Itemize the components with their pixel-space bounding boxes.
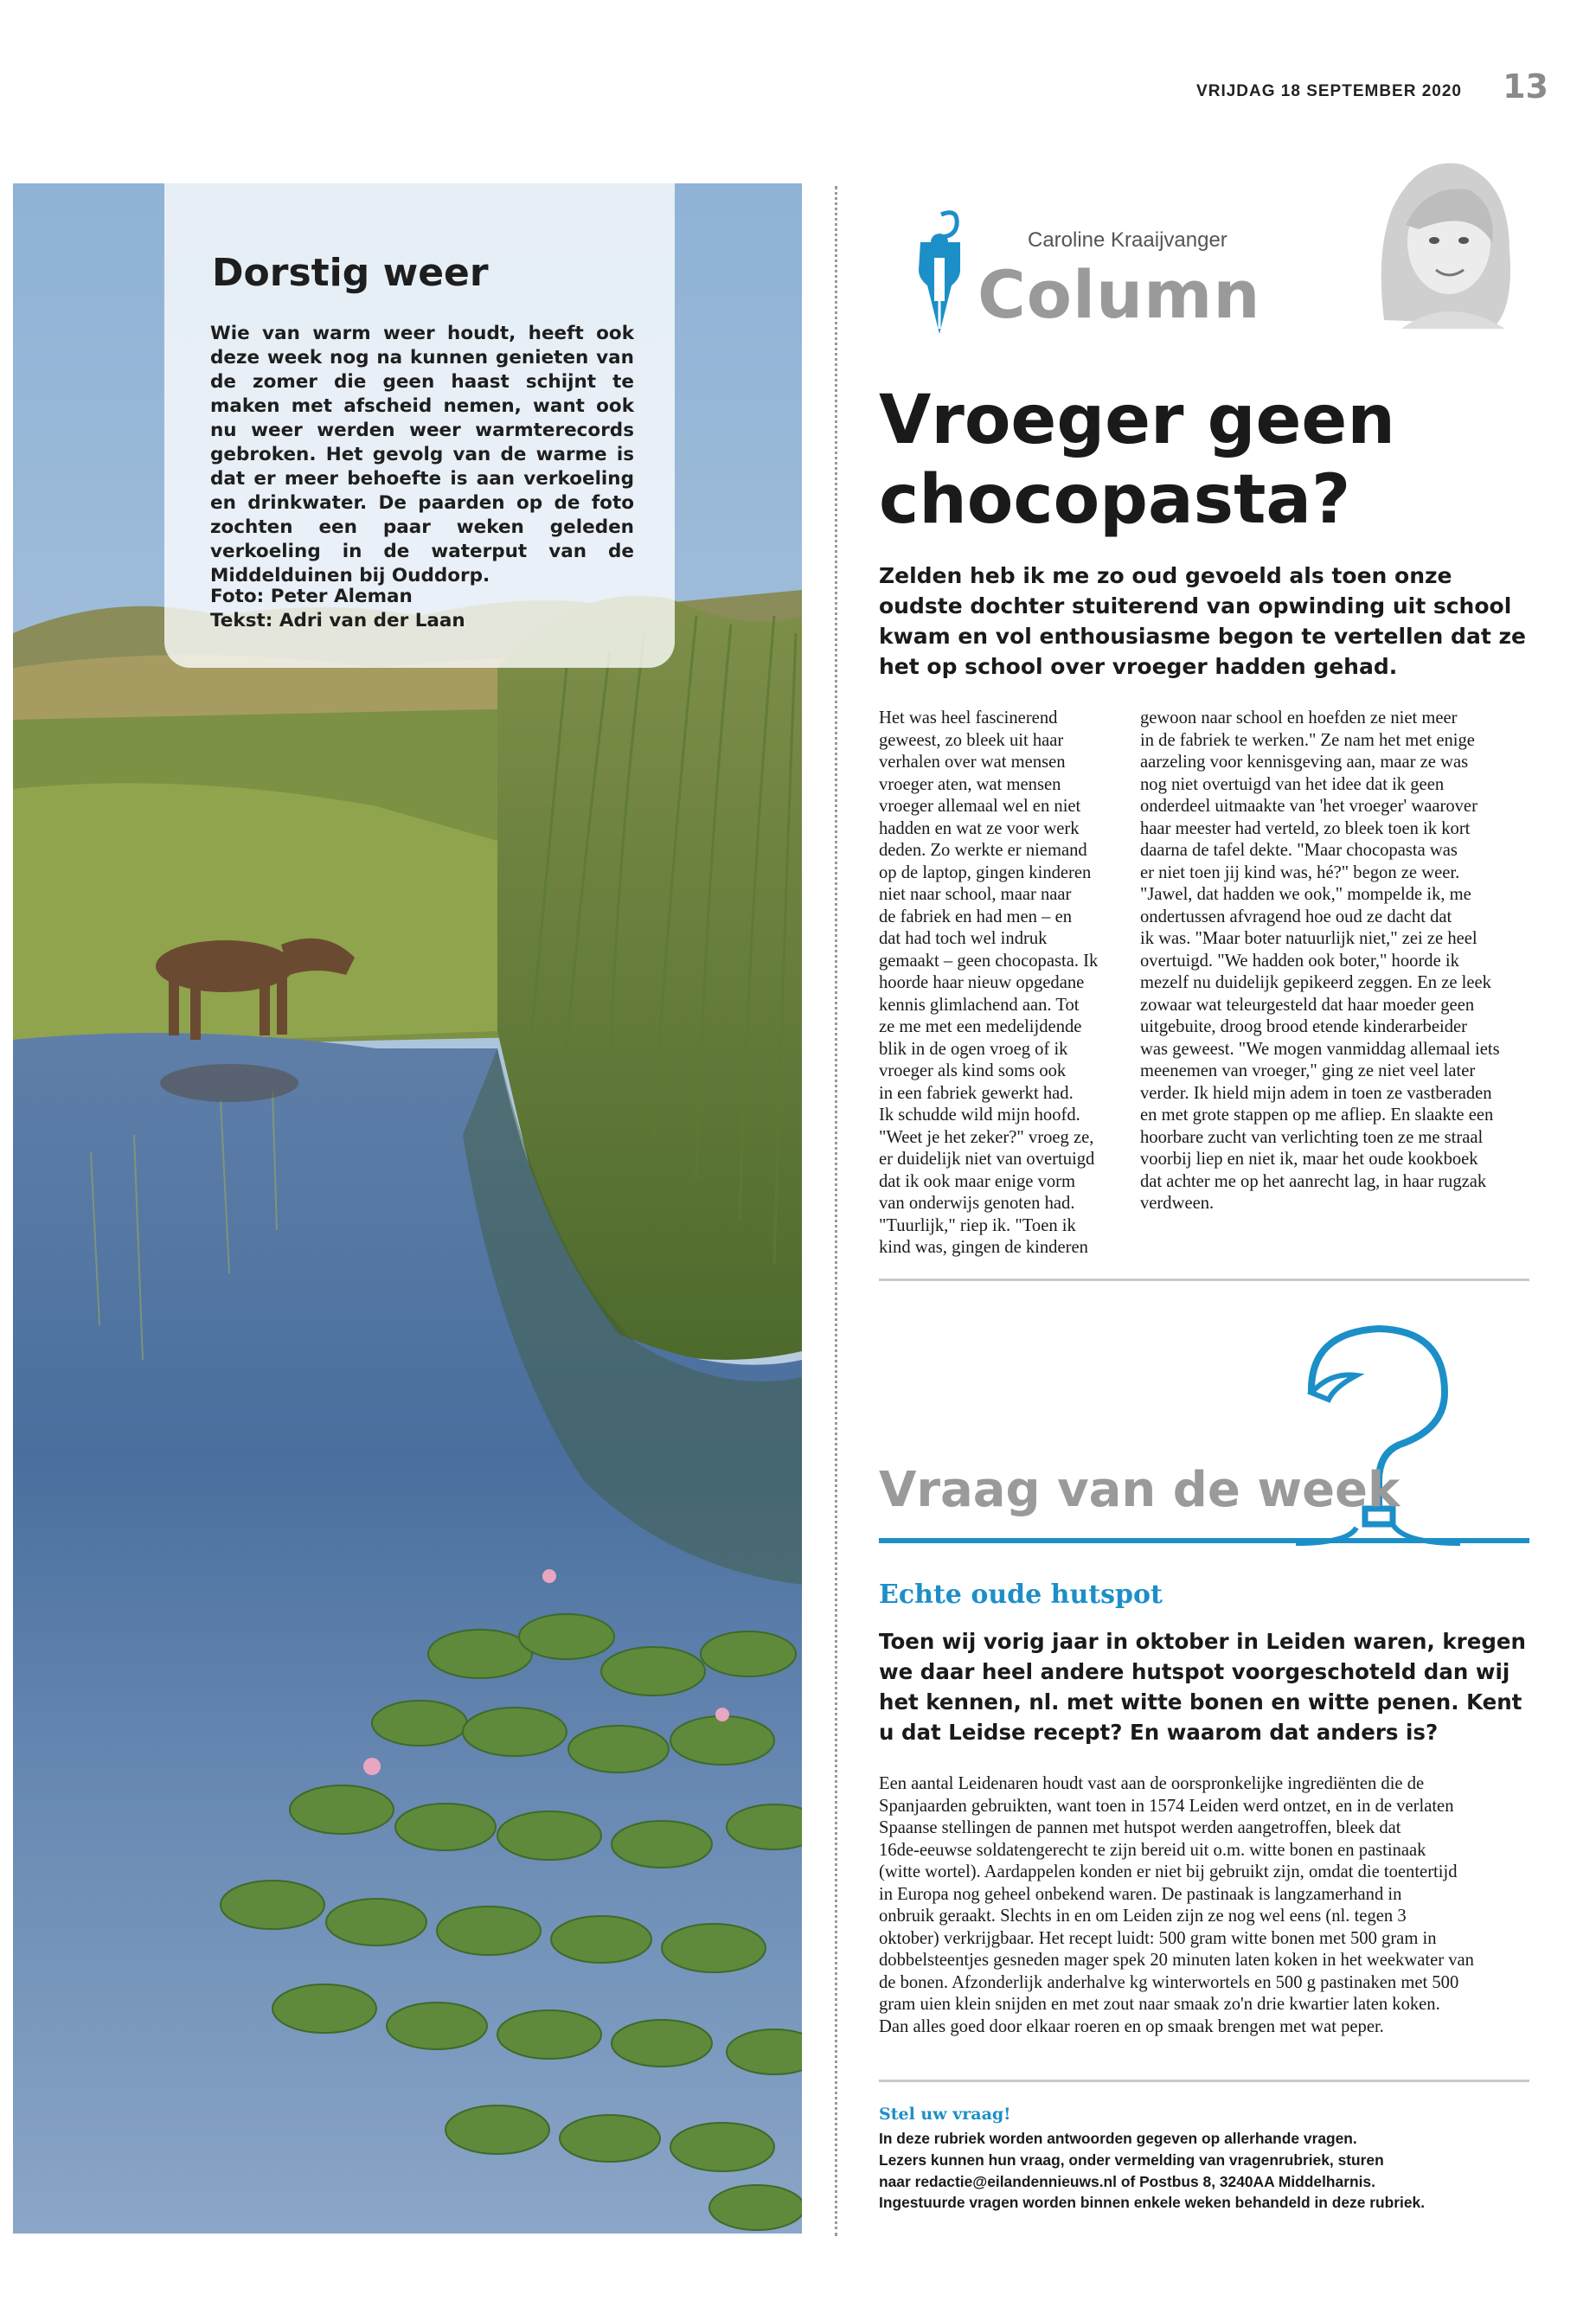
- headline-line-2: chocopasta?: [879, 461, 1351, 539]
- section-divider: [879, 1279, 1529, 1281]
- vraag-answer: Een aantal Leidenaren houdt vast aan de oorspronkelijke ingrediënten die de Spanjaarden gebruikten, want toen in 1574 Leiden werd ontzet, en in de verlaten Spaanse stellingen de pannen met hutspot werden aangetroffen, bleek dat 16de-eeuwse soldatengerecht te zijn bereid uit o.m. witte bonen en pastinaak (witte wortel). Aardappelen konden er niet bij gebruikt zijn, omdat die toentertijd in Europa nog geheel onbekend waren. De pastinaak is langzamerhand in onbruik geraakt. Slechts in en om Leiden zijn ze nog wel eens (nl. tegen 3 oktober) verkrijgbaar. Het recept luidt: 500 gram witte bonen met 500 gram in dobbelsteentjes gesneden mager spek 20 minuten laten koken in het weekwater van de bonen. Afzonderlijk anderhalve kg winterwortels en 500 g pastinaken met 500 gram uien klein snijden en met zout naar smaak zo'n drie kwartier laten koken. Dan alles goed door elkaar roeren en op smaak brengen met wat peper.: [879, 1774, 1474, 2036]
- stel-line: Ingestuurde vragen worden binnen enkele weken behandeld in deze rubriek.: [879, 2194, 1426, 2212]
- footer-divider: [879, 2080, 1529, 2082]
- page-number: 13: [1503, 67, 1548, 106]
- vraag-accent-line: [879, 1538, 1529, 1543]
- vraag-question: Toen wij vorig jaar in oktober in Leiden waren, kregen we daar heel andere hutspot voorgeschoteld dan wij het kennen, nl. met witte bonen en witte penen. Kent u dat Leidse recept? En waarom dat anders is?: [879, 1629, 1526, 1745]
- vraag-subtitle: Echte oude hutspot: [879, 1580, 1163, 1610]
- caption-text: Wie van warm weer houdt, heeft ook deze week nog na kunnen genieten van de zomer die geen haast schijnt te maken met afscheid nemen, want ook nu weer werden weer warmterecords gebroken. Het gevolg van de warme is dat er meer behoefte is aan verkoeling en drinkwater. De paarden op de foto zochten een paar weken geleden verkoeling in de waterput van de Middelduinen bij Ouddorp.: [210, 323, 634, 586]
- text-credit: Tekst: Adri van der Laan: [210, 610, 465, 631]
- caption-title: Dorstig weer: [212, 251, 489, 295]
- column-intro: Zelden heb ik me zo oud gevoeld als toen onze oudste dochter stuiterend van opwinding uit school kwam en vol enthousiasme begon te vertellen dat ze het op school over vroeger hadden gehad.: [879, 563, 1526, 679]
- column-divider: [835, 186, 837, 2236]
- column-author: Caroline Kraaijvanger: [1028, 228, 1227, 252]
- author-portrait: [1367, 147, 1522, 333]
- page-date: VRIJDAG 18 SEPTEMBER 2020: [1196, 82, 1462, 100]
- vraag-section-title: Vraag van de week: [879, 1462, 1401, 1518]
- column-headline: [879, 381, 1536, 540]
- photo-credit: Foto: Peter Aleman: [210, 586, 413, 607]
- stel-uw-vraag-title: Stel uw vraag!: [879, 2105, 1011, 2124]
- pen-mouse-icon: [908, 208, 971, 340]
- column-body-left: Het was heel fascinerend geweest, zo bleek uit haar verhalen over wat mensen vroeger aten, wat mensen vroeger allemaal wel en niet hadden en wat ze voor werk deden. Zo werkte er niemand op de laptop, gingen kinderen niet naar school, maar naar de fabriek en had men – en dat had toch wel indruk gemaakt – geen chocopasta. Ik hoorde haar nieuw opgedane kennis glimlachend aan. Tot ze me met een medelijdende blik in de ogen vroeg of ik vroeger als kind soms ook in een fabriek gewerkt had. Ik schudde wild mijn hoofd. "Weet je het zeker?" vroeg ze, er duidelijk niet van overtuigd dat ik ook maar enige vorm van onderwijs genoten had. "Tuurlijk," riep ik. "Toen ik kind was, gingen de kinderen: [879, 708, 1099, 1257]
- stel-line: In deze rubriek worden antwoorden gegeven op allerhande vragen.: [879, 2130, 1357, 2147]
- headline-line-1: Vroeger geen: [879, 381, 1395, 459]
- column-body-right: gewoon naar school en hoefden ze niet meer in de fabriek te werken." Ze nam het met enige aarzeling voor kennisgeving aan, maar ze was nog niet overtuigd van het idee dat ik geen onderdeel uitmaakte van 'het vroeger' waarover haar meester had verteld, zo bleek toen ik kort daarna de tafel dekte. "Maar chocopasta was er niet toen jij kind was, hé?" begon ze weer. "Jawel, dat hadden we ook," mompelde ik, me ondertussen afvragend hoe oud ze dacht dat ik was. "Maar boter natuurlijk niet," zei ze heel overtuigd. "We hadden ook boter," hoorde ik mezelf nu duidelijk gepikeerd zeggen. En ze leek zowaar wat teleurgesteld dat haar moeder geen uitgebuite, droog brood etende kinderarbeider was geweest. "We mogen vanmiddag allemaal iets meenemen van vroeger," ging ze niet veel later verder. Ik hield mijn adem in toen ze vastberaden en met grote stappen op me afliep. En slaakte een hoorbare zucht van verlichting toen ze me straal voorbij liep en niet ik, maar het oude kookboek dat achter me op het aanrecht lag, in haar rugzak verdween.: [1140, 708, 1500, 1213]
- stel-uw-vraag-text: [879, 2128, 1536, 2214]
- stel-line: Lezers kunnen hun vraag, onder vermelding van vragenrubriek, sturen: [879, 2150, 1384, 2169]
- stel-line: naar redactie@eilandennieuws.nl of Postbus 8, 3240AA Middelharnis.: [879, 2172, 1375, 2190]
- column-label: Column: [977, 256, 1261, 333]
